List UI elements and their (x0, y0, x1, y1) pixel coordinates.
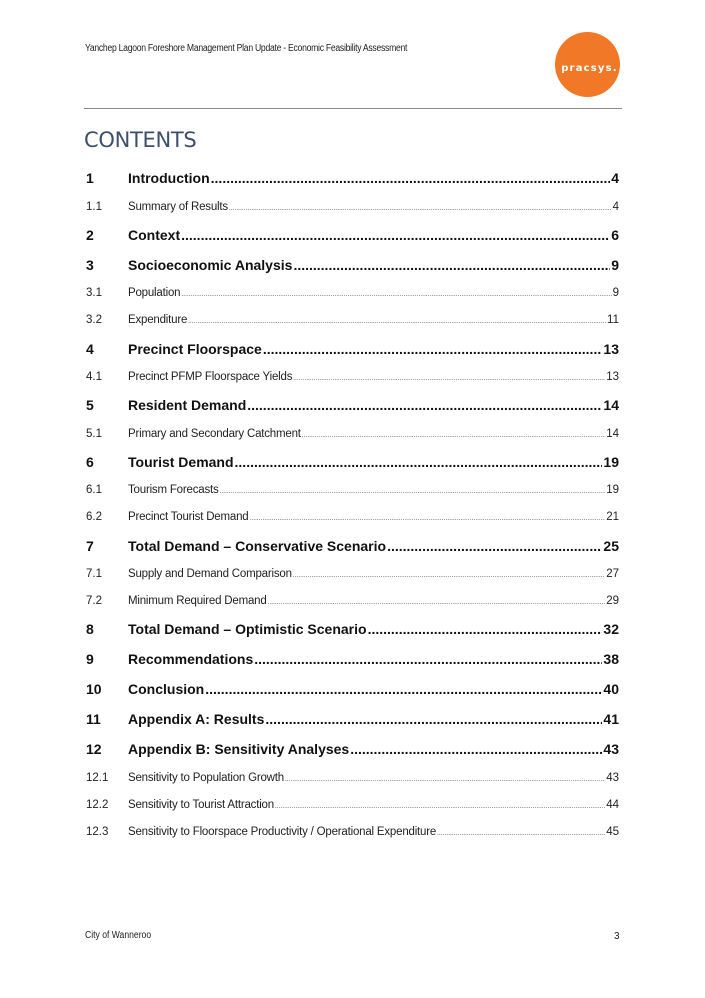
toc-label: Sensitivity to Population Growth (128, 772, 284, 784)
toc-number: 7 (86, 538, 94, 554)
toc-page-number: 44 (606, 799, 619, 811)
toc-label: Introduction (128, 170, 210, 186)
toc-entry[interactable] (86, 741, 619, 757)
toc-label: Precinct Tourist Demand (128, 511, 249, 523)
toc-leader-dots (188, 319, 606, 325)
toc-page-number: 9 (612, 287, 619, 299)
toc-label: Primary and Secondary Catchment (128, 428, 301, 440)
toc-leader-dots (285, 777, 605, 783)
toc-entry[interactable] (86, 826, 619, 838)
toc-number: 6 (86, 454, 94, 470)
toc-number: 9 (86, 651, 94, 667)
footer-page-number: 3 (614, 931, 620, 942)
toc-page-number: 13 (603, 341, 619, 357)
toc-entry[interactable] (86, 227, 619, 243)
toc-label: Context (128, 227, 181, 243)
toc-leader-dots (254, 651, 602, 667)
toc-page-number: 4 (612, 201, 619, 213)
toc-page-number: 41 (603, 711, 619, 727)
toc-entry[interactable] (86, 454, 619, 470)
toc-number: 1 (86, 170, 94, 186)
toc-number: 12.1 (86, 772, 109, 784)
toc-page-number: 38 (603, 651, 619, 667)
toc-entry[interactable] (86, 428, 619, 440)
toc-page-number: 32 (603, 621, 619, 637)
toc-page-number: 21 (606, 511, 619, 523)
toc-page-number: 19 (603, 454, 619, 470)
toc-label: Socioeconomic Analysis (128, 257, 293, 273)
toc-page-number: 27 (606, 568, 619, 580)
toc-number: 2 (86, 227, 94, 243)
toc-label: Conclusion (128, 681, 205, 697)
toc-number: 5.1 (86, 428, 102, 440)
toc-entry[interactable] (86, 621, 619, 637)
toc-page-number: 4 (611, 170, 619, 186)
toc-leader-dots (293, 573, 605, 579)
toc-label: Sensitivity to Floorspace Productivity / Operational Expenditure (128, 826, 437, 838)
toc-number: 8 (86, 621, 94, 637)
toc-entry[interactable] (86, 484, 619, 496)
toc-entry[interactable] (86, 772, 619, 784)
toc-leader-dots (229, 206, 612, 212)
toc-leader-dots (249, 516, 605, 522)
toc-entry[interactable] (86, 201, 619, 213)
toc-label: Summary of Results (128, 201, 228, 213)
toc-entry[interactable] (86, 314, 619, 326)
toc-entry[interactable] (86, 711, 619, 727)
toc-entry[interactable] (86, 651, 619, 667)
toc-number: 10 (86, 681, 102, 697)
toc-page-number: 25 (603, 538, 619, 554)
toc-number: 6.1 (86, 484, 102, 496)
toc-leader-dots (181, 227, 610, 243)
toc-number: 7.2 (86, 595, 102, 607)
toc-leader-dots (437, 831, 605, 837)
toc-number: 12.2 (86, 799, 109, 811)
toc-entry[interactable] (86, 568, 619, 580)
toc-leader-dots (350, 741, 602, 757)
toc-leader-dots (368, 621, 603, 637)
toc-number: 6.2 (86, 511, 102, 523)
toc-label: Appendix B: Sensitivity Analyses (128, 741, 350, 757)
toc-label: Minimum Required Demand (128, 595, 267, 607)
toc-entry[interactable] (86, 170, 619, 186)
toc-number: 4.1 (86, 371, 102, 383)
toc-entry[interactable] (86, 511, 619, 523)
toc-label: Population (128, 287, 181, 299)
toc-entry[interactable] (86, 538, 619, 554)
toc-page-number: 14 (606, 428, 619, 440)
toc-page-number: 43 (603, 741, 619, 757)
toc-page-number: 14 (603, 397, 619, 413)
toc-page-number: 29 (606, 595, 619, 607)
toc-entry[interactable] (86, 371, 619, 383)
toc-number: 11 (86, 711, 101, 727)
pracsys-logo (555, 32, 620, 97)
toc-leader-dots (293, 257, 610, 273)
toc-leader-dots (247, 397, 602, 413)
toc-entry[interactable] (86, 595, 619, 607)
toc-page-number: 13 (606, 371, 619, 383)
toc-page-number: 43 (606, 772, 619, 784)
footer-organisation: City of Wanneroo (85, 930, 152, 941)
toc-leader-dots (387, 538, 602, 554)
toc-label: Supply and Demand Comparison (128, 568, 292, 580)
toc-number: 1.1 (86, 201, 102, 213)
header-divider (84, 108, 622, 109)
toc-label: Total Demand – Optimistic Scenario (128, 621, 367, 637)
toc-number: 12 (86, 741, 102, 757)
toc-label: Resident Demand (128, 397, 247, 413)
toc-number: 3 (86, 257, 94, 273)
toc-entry[interactable] (86, 287, 619, 299)
toc-number: 7.1 (86, 568, 102, 580)
toc-label: Tourist Demand (128, 454, 234, 470)
toc-entry[interactable] (86, 257, 619, 273)
toc-page-number: 6 (611, 227, 619, 243)
toc-label: Sensitivity to Tourist Attraction (128, 799, 274, 811)
toc-entry[interactable] (86, 799, 619, 811)
toc-entry[interactable] (86, 397, 619, 413)
toc-number: 12.3 (86, 826, 109, 838)
toc-page-number: 9 (611, 257, 619, 273)
running-header-title: Yanchep Lagoon Foreshore Management Plan Update - Economic Feasibility Assessment (85, 43, 408, 54)
toc-number: 4 (86, 341, 94, 357)
toc-page-number: 19 (606, 484, 619, 496)
toc-leader-dots (302, 433, 605, 439)
toc-label: Precinct PFMP Floorspace Yields (128, 371, 293, 383)
toc-leader-dots (293, 376, 605, 382)
toc-number: 3.2 (86, 314, 102, 326)
toc-leader-dots (235, 454, 603, 470)
toc-leader-dots (275, 804, 605, 810)
toc-number: 3.1 (86, 287, 102, 299)
toc-leader-dots (211, 170, 611, 186)
toc-leader-dots (220, 489, 606, 495)
toc-leader-dots (268, 600, 606, 606)
contents-heading: CONTENTS (84, 128, 197, 152)
toc-label: Appendix A: Results (128, 711, 265, 727)
toc-entry[interactable] (86, 681, 619, 697)
toc-label: Precinct Floorspace (128, 341, 262, 357)
toc-label: Total Demand – Conservative Scenario (128, 538, 387, 554)
toc-leader-dots (181, 292, 611, 298)
toc-label: Expenditure (128, 314, 188, 326)
toc-page-number: 11 (607, 314, 619, 326)
toc-label: Recommendations (128, 651, 254, 667)
toc-entry[interactable] (86, 341, 619, 357)
toc-leader-dots (265, 711, 602, 727)
toc-label: Tourism Forecasts (128, 484, 219, 496)
toc-leader-dots (263, 341, 603, 357)
toc-number: 5 (86, 397, 94, 413)
toc-leader-dots (205, 681, 602, 697)
toc-page-number: 40 (603, 681, 619, 697)
logo-text: pracsys. (561, 63, 618, 74)
toc-page-number: 45 (606, 826, 619, 838)
